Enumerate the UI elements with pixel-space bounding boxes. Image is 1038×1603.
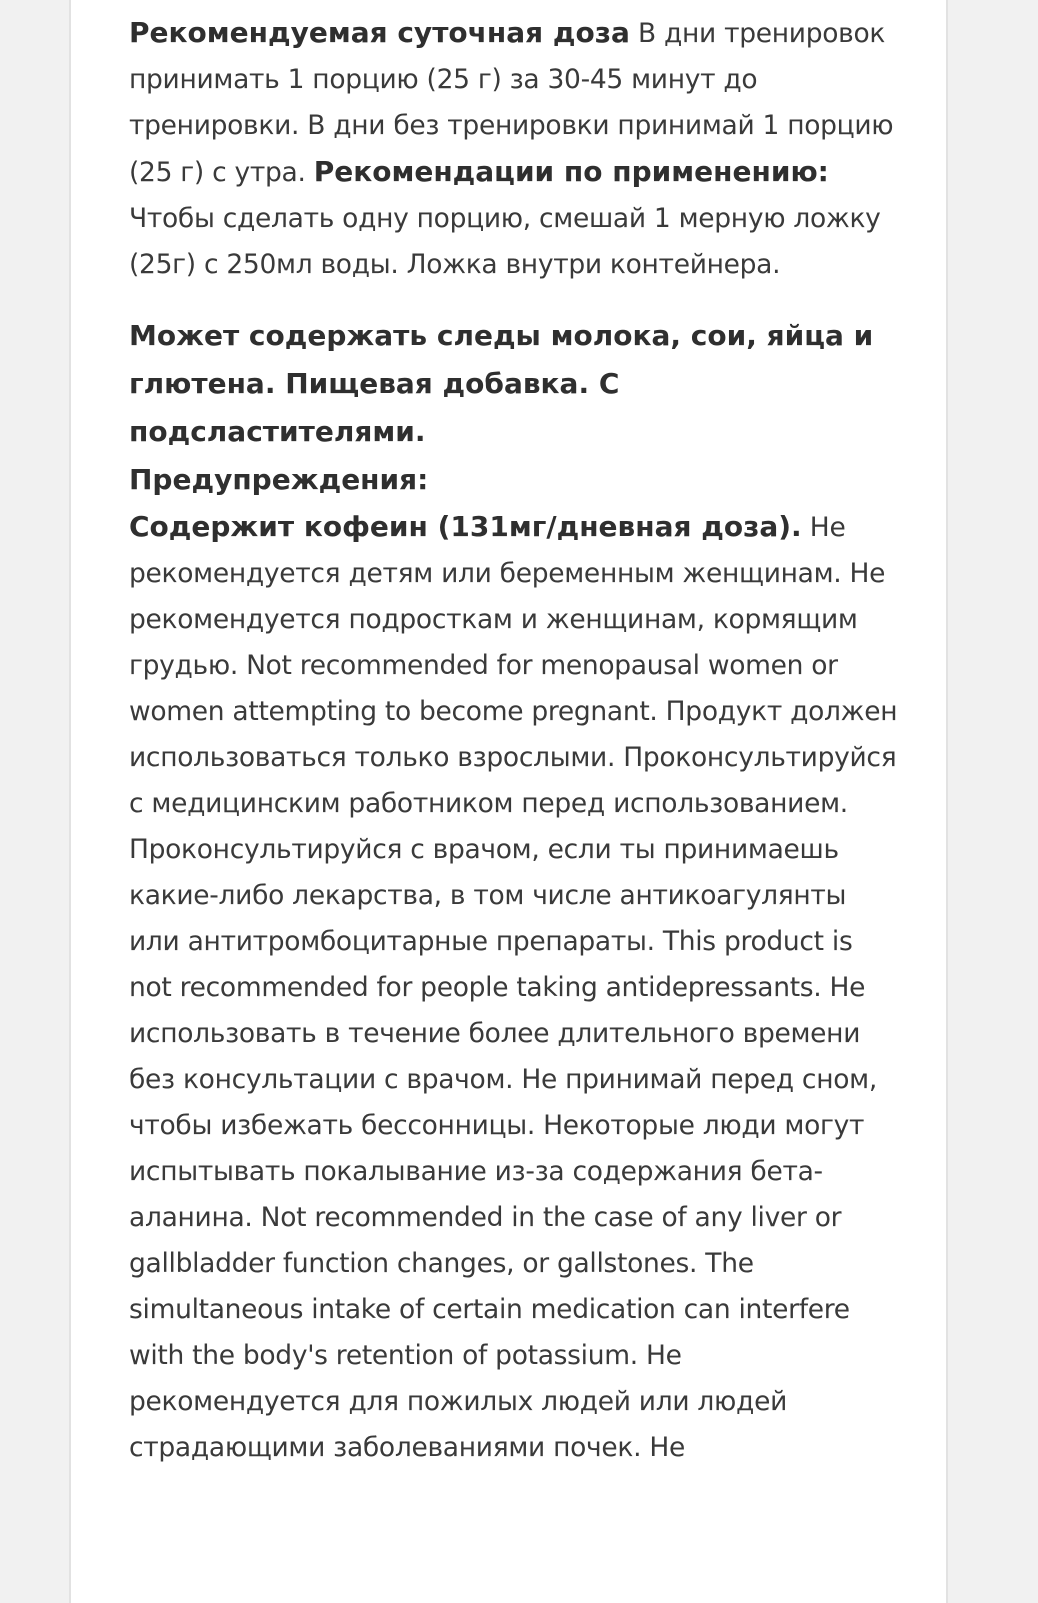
product-description-page	[69, 0, 948, 1603]
dosage-heading: Рекомендуемая суточная доза	[129, 16, 630, 49]
warnings-paragraph	[129, 504, 899, 1471]
usage-text: Чтобы сделать одну порцию, смешай 1 мерную ложку (25г) с 250мл воды. Ложка внутри контейнера.	[129, 203, 881, 280]
allergens-note: Может содержать следы молока, сои, яйца и глютена. Пищевая добавка. С подсластителями.	[129, 319, 874, 448]
dosage-paragraph	[129, 10, 899, 288]
warnings-heading: Предупреждения:	[129, 463, 429, 496]
dosage-text: В дни тренировок принимать 1 порцию (25 г) за 30-45 минут до тренировки. В дни без тренировки принимай 1 порцию (25 г) с утра.	[129, 18, 894, 188]
usage-heading: Рекомендации по применению:	[313, 155, 829, 188]
caffeine-warning: Содержит кофеин (131мг/дневная доза).	[129, 510, 802, 543]
product-description-text	[129, 10, 899, 1471]
warnings-text: Не рекомендуется детям или беременным женщинам. Не рекомендуется подросткам и женщинам, кормящим грудью. Not recommended for menopausal women or women attempting to become pregnant. Продукт должен использоваться только взрослыми. Проконсультируйся с медицинским работником перед использованием. Проконсультируйся с врачом, если ты принимаешь какие-либо лекарства, в том числе антикоагулянты или антитромбоцитарные препараты. This product is not recommended for people taking antidepressants. Не использовать в течение более длительного времени без консультации с врачом. Не принимай перед сном, чтобы избежать бессонницы. Некоторые люди могут испытывать покалывание из-за содержания бета-аланина. Not recommended in the case of any liver or gallbladder function changes, or gallstones. The simultaneous intake of certain medication can interfere with the body's retention of potassium. Не рекомендуется для пожилых людей или людей страдающими заболеваниями почек. Не	[129, 512, 898, 1463]
